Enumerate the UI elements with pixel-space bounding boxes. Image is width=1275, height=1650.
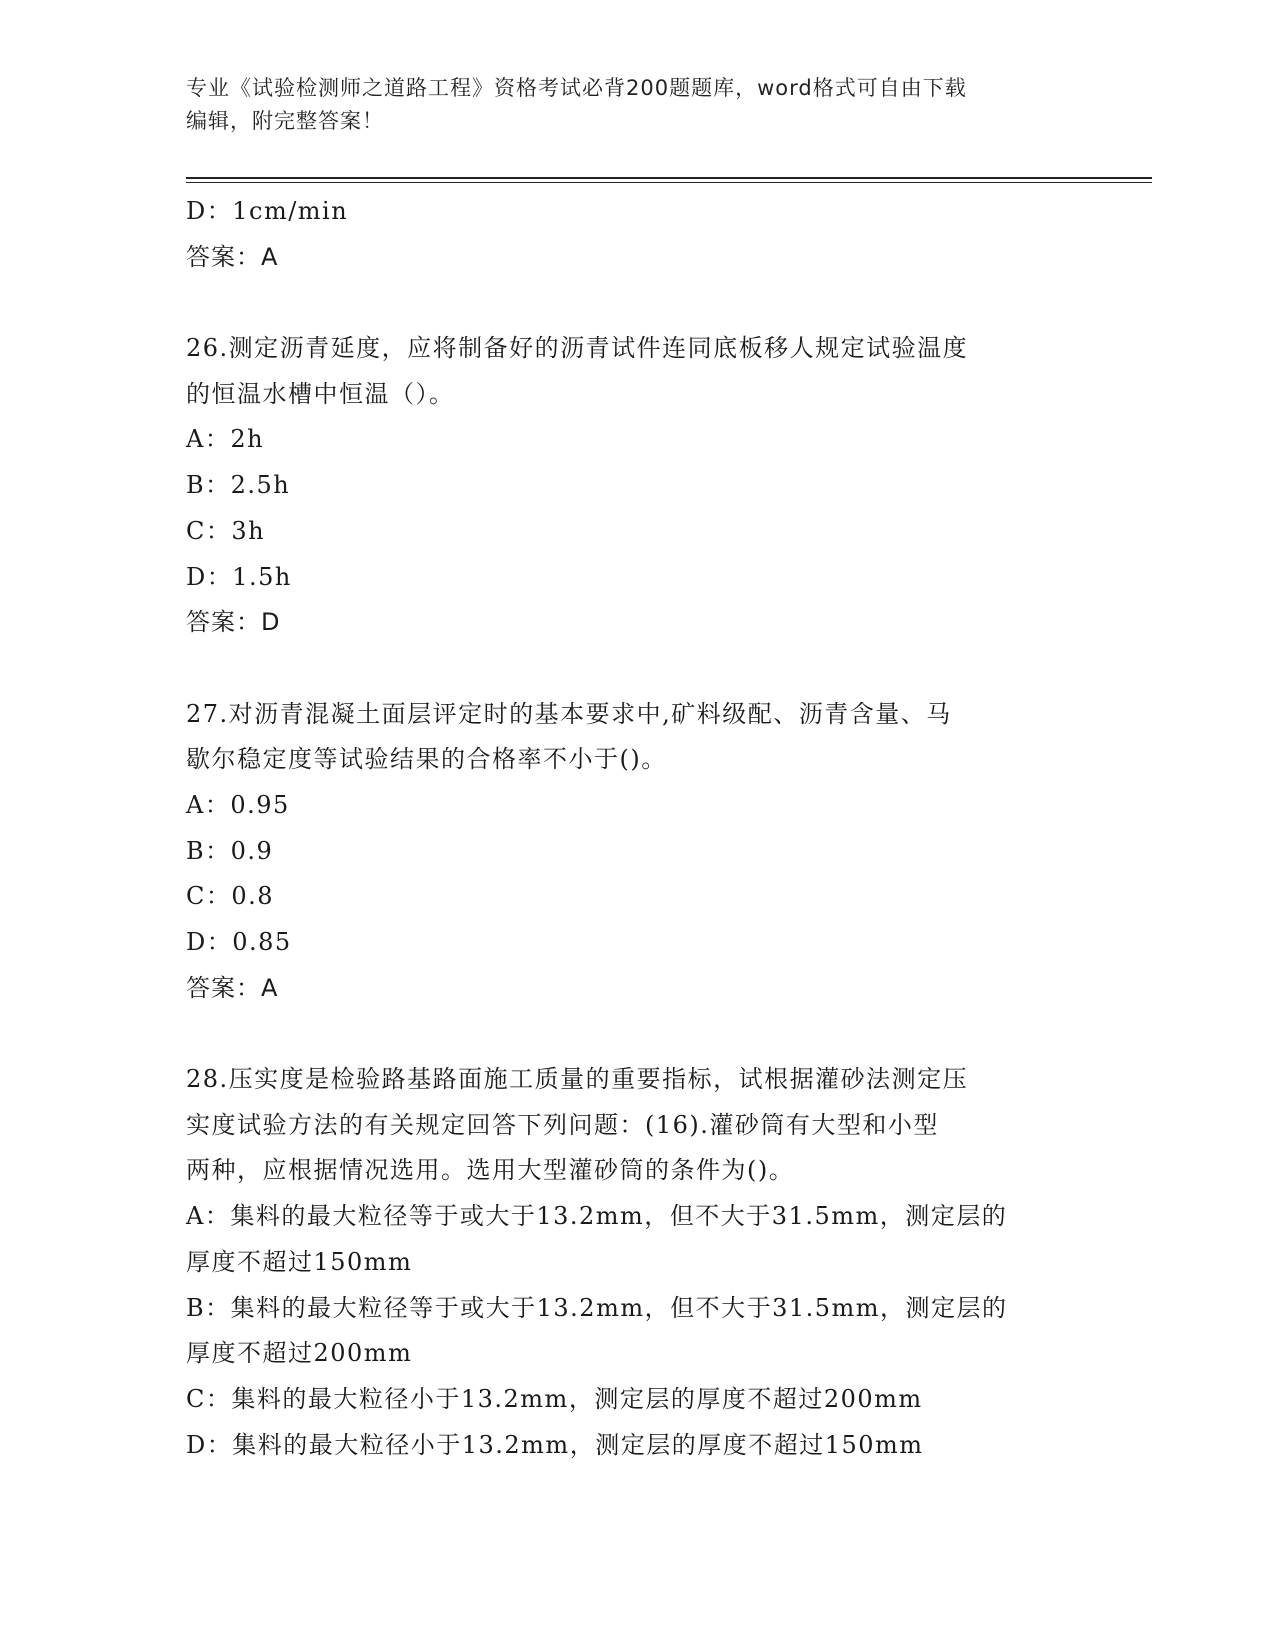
option-c: C：3h bbox=[186, 516, 266, 545]
question-stem: 26.测定沥青延度，应将制备好的沥青试件连同底板移人规定试验温度 bbox=[186, 334, 969, 363]
answer-label: 答案：A bbox=[186, 973, 279, 1002]
header-rule-thin bbox=[186, 182, 1152, 183]
option-b: B：集料的最大粒径等于或大于13.2mm，但不大于31.5mm，测定层的 bbox=[186, 1293, 1008, 1322]
option-a: A：集料的最大粒径等于或大于13.2mm，但不大于31.5mm，测定层的 bbox=[186, 1202, 1008, 1231]
question-stem: 的恒温水槽中恒温（）。 bbox=[186, 379, 455, 408]
option-b: B：2.5h bbox=[186, 471, 291, 500]
question-stem: 实度试验方法的有关规定回答下列问题：(16).灌砂筒有大型和小型 bbox=[186, 1110, 939, 1139]
option-a: A：2h bbox=[186, 425, 265, 454]
question-stem: 两种，应根据情况选用。选用大型灌砂筒的条件为()。 bbox=[186, 1156, 795, 1185]
answer-label: 答案：D bbox=[186, 608, 281, 637]
question-26 bbox=[186, 326, 1086, 646]
option-c: C：0.8 bbox=[186, 882, 275, 911]
question-stem: 28.压实度是检验路基路面施工质量的重要指标，试根据灌砂法测定压 bbox=[186, 1065, 969, 1094]
option-d: D：1.5h bbox=[186, 562, 292, 591]
question-stem: 27.对沥青混凝土面层评定时的基本要求中,矿料级配、沥青含量、马 bbox=[186, 699, 952, 728]
option-b: B：0.9 bbox=[186, 836, 274, 865]
option-a: A：0.95 bbox=[186, 790, 290, 819]
spacer bbox=[186, 280, 1086, 326]
option-b-continued: 厚度不超过200mm bbox=[186, 1339, 413, 1368]
question-27 bbox=[186, 692, 1086, 1012]
question-25-tail bbox=[186, 189, 1086, 280]
answer-label: 答案：A bbox=[186, 242, 279, 271]
option-a-continued: 厚度不超过150mm bbox=[186, 1247, 413, 1276]
question-stem: 歇尔稳定度等试验结果的合格率不小于()。 bbox=[186, 745, 667, 774]
option-d: D：1cm/min bbox=[186, 197, 349, 225]
option-d: D：集料的最大粒径小于13.2mm，测定层的厚度不超过150mm bbox=[186, 1430, 924, 1459]
document-header bbox=[186, 72, 1086, 138]
header-rule-thick bbox=[186, 177, 1152, 179]
header-line-1: 专业《试验检测师之道路工程》资格考试必背200题题库，word格式可自由下载 bbox=[186, 76, 967, 100]
question-list bbox=[186, 189, 1086, 1468]
question-28 bbox=[186, 1057, 1086, 1468]
header-line-2: 编辑，附完整答案！ bbox=[186, 109, 384, 133]
spacer bbox=[186, 1011, 1086, 1057]
spacer bbox=[186, 646, 1086, 692]
option-d: D：0.85 bbox=[186, 928, 292, 956]
option-c: C：集料的最大粒径小于13.2mm，测定层的厚度不超过200mm bbox=[186, 1384, 923, 1413]
